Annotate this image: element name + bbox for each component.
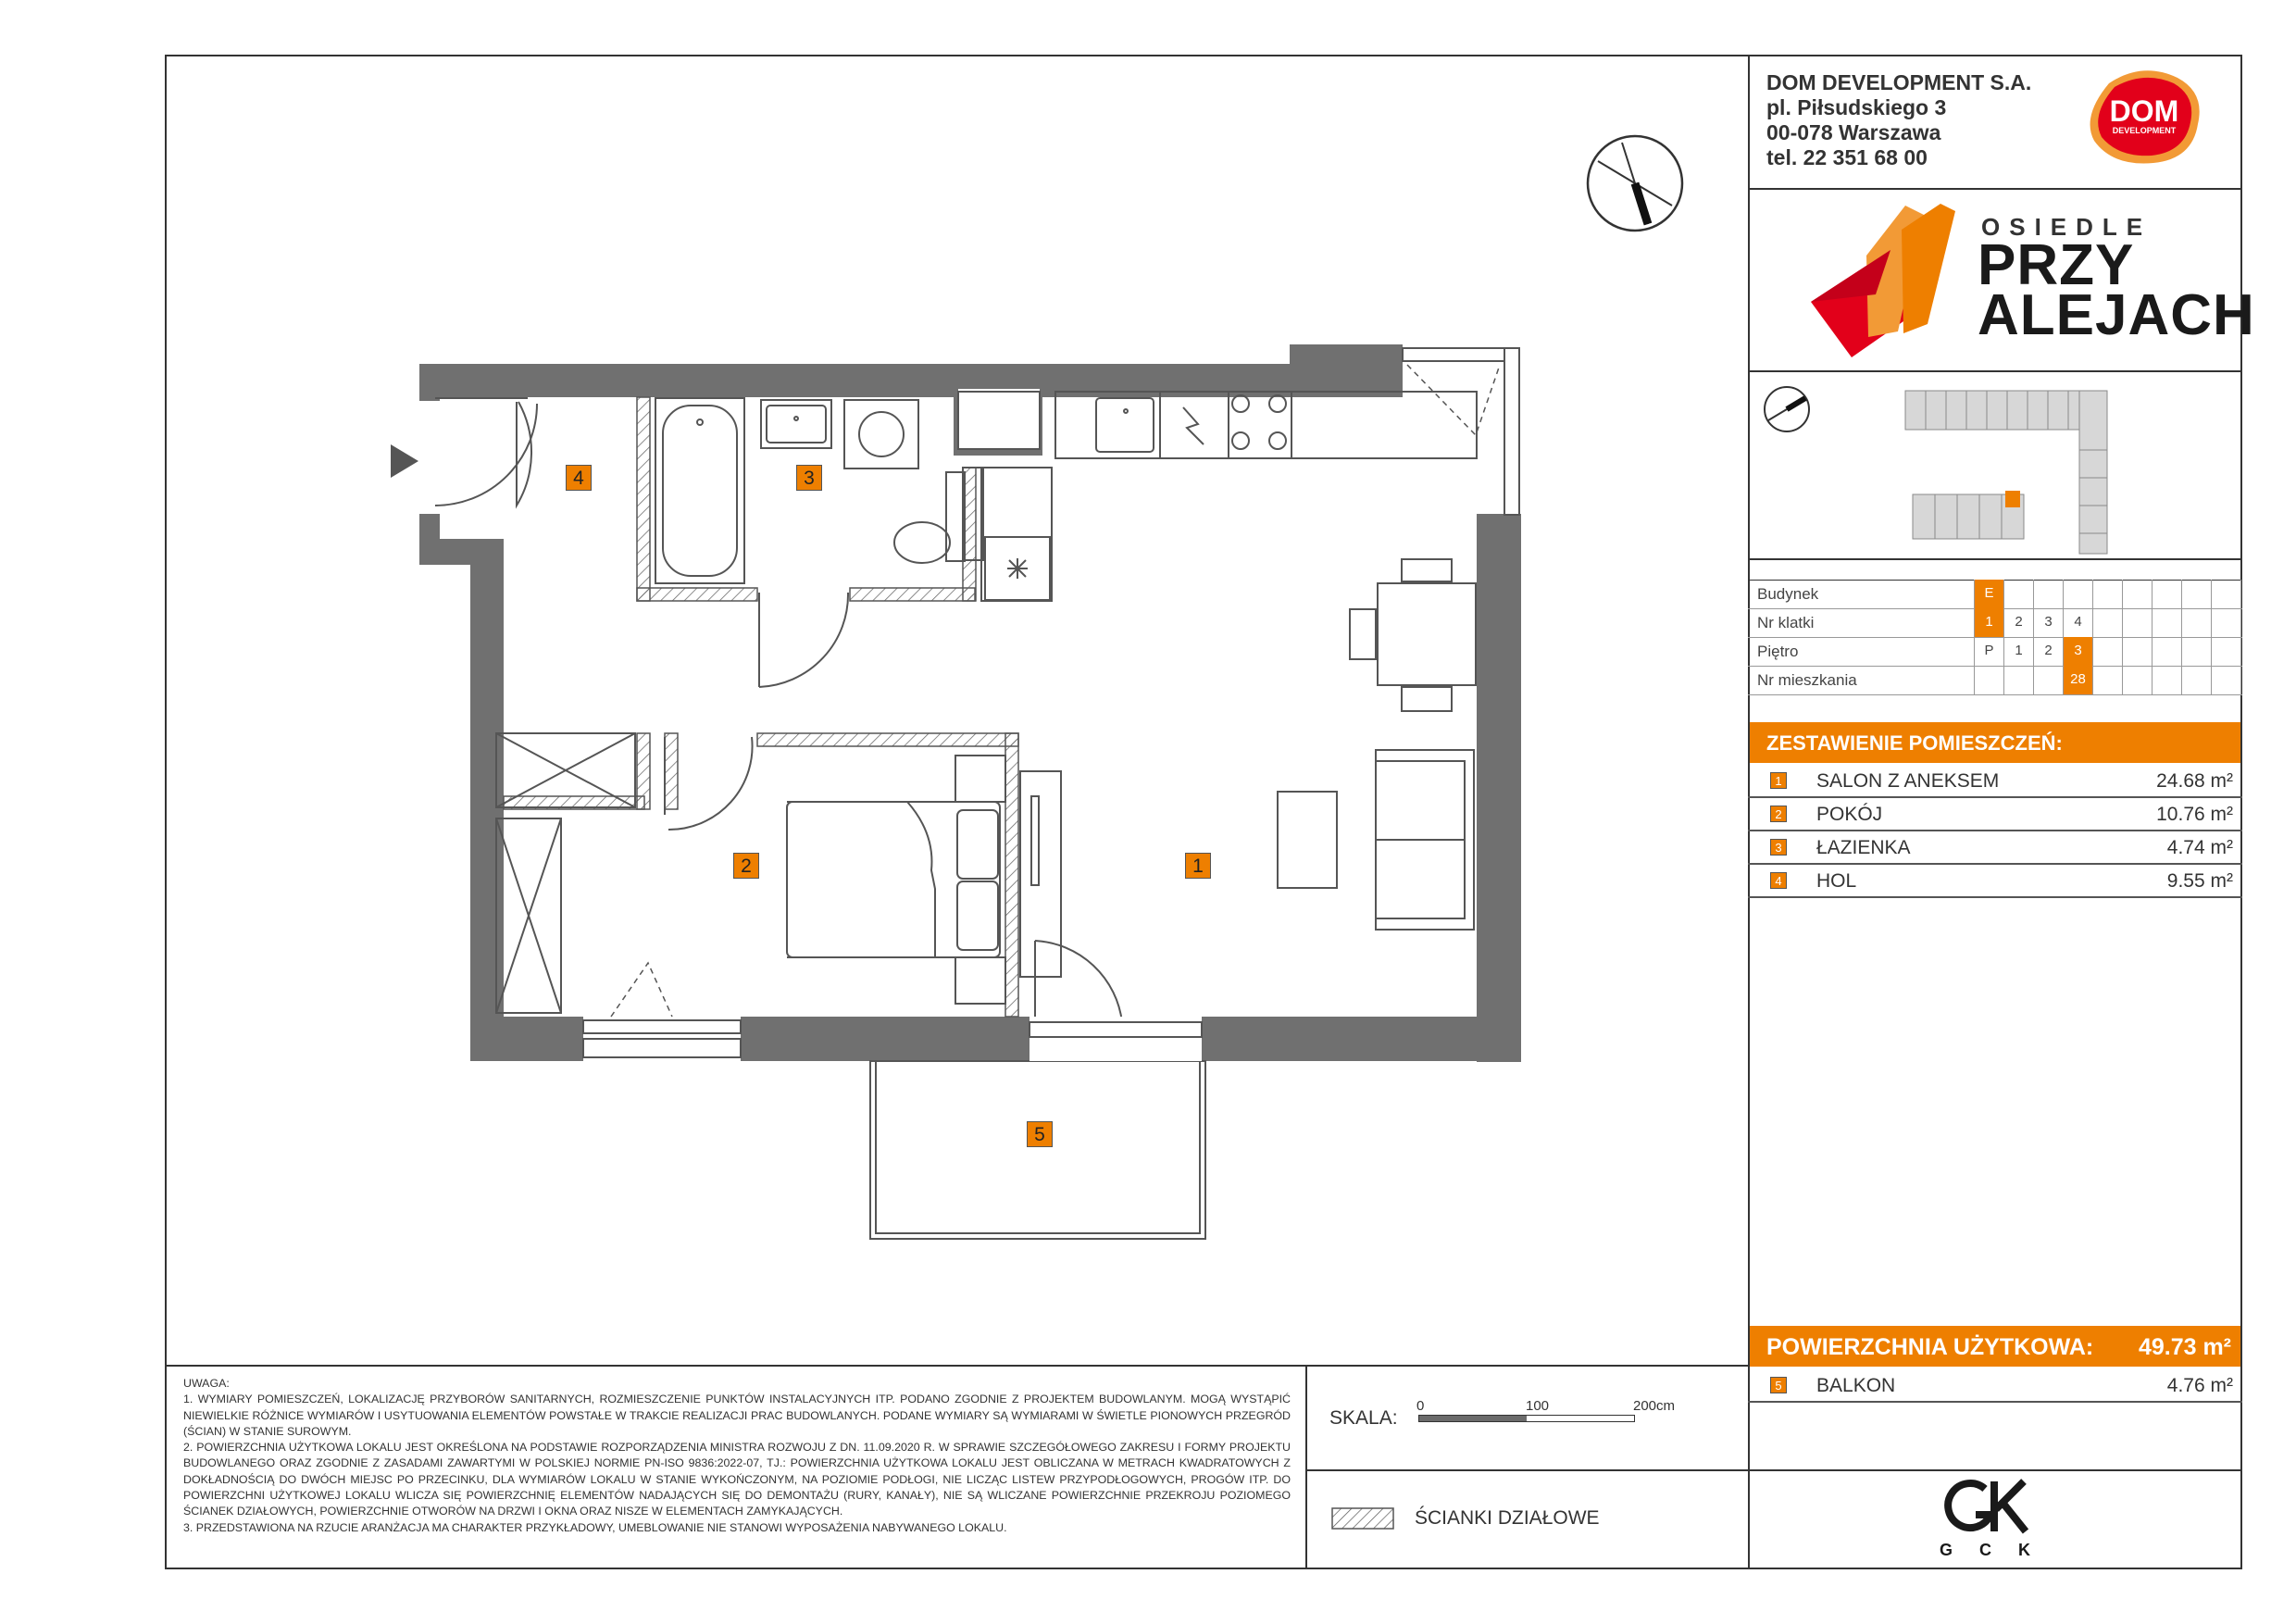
room-area: 9.55 m² <box>2166 870 2233 892</box>
room-number: 1 <box>1770 772 1787 789</box>
dom-logo-text: DOM <box>2109 94 2179 128</box>
grid-cell: 1 <box>1975 608 2004 637</box>
tb-line-1 <box>1748 188 2242 190</box>
grid-cell: 2 <box>2004 608 2034 637</box>
total-area-label: POWIERZCHNIA UŻYTKOWA: <box>1766 1334 2094 1360</box>
scale-label: SKALA: <box>1329 1407 1398 1429</box>
key-plan-map <box>1898 385 2120 557</box>
room-number: 3 <box>1770 839 1787 856</box>
grid-cell: 4 <box>2064 608 2093 637</box>
grid-cell: 3 <box>2034 608 2064 637</box>
balcony-name: BALKON <box>1816 1375 1896 1396</box>
scale-divider <box>1305 1365 1307 1569</box>
gck-letters: G C K <box>1939 1541 2041 1559</box>
room-area: 4.74 m² <box>2166 837 2233 858</box>
room-number: 2 <box>1770 806 1787 822</box>
grid-cell <box>2004 580 2034 608</box>
company-address-city: 00-078 Warszawa <box>1766 120 1941 144</box>
room-name: ŁAZIENKA <box>1816 837 1911 858</box>
room-name: POKÓJ <box>1816 804 1883 825</box>
grid-label-floor: Piętro <box>1757 643 1799 660</box>
tb-line-3 <box>1748 558 2242 560</box>
floor-plan <box>389 333 1537 1250</box>
plan-room-tag: 2 <box>733 853 759 879</box>
room-area: 10.76 m² <box>2156 804 2233 825</box>
grid-cell <box>2004 666 2034 694</box>
plan-room-tag: 3 <box>796 465 822 491</box>
balcony-number: 5 <box>1770 1377 1787 1393</box>
grid-cell: P <box>1975 637 2004 666</box>
grid-cell <box>2093 608 2123 637</box>
tb-line-2 <box>1748 370 2242 372</box>
tb-line-5 <box>1748 1469 2242 1471</box>
grid-cell <box>2064 580 2093 608</box>
grid-label-apartment: Nr mieszkania <box>1757 671 1857 689</box>
company-info <box>1766 70 2031 170</box>
grid-cell: 28 <box>2064 666 2093 694</box>
room-area: 24.68 m² <box>2156 770 2233 792</box>
notes-block <box>183 1376 1291 1536</box>
gck-logo <box>1935 1474 2046 1567</box>
room-row <box>1748 865 2242 898</box>
partition-legend-label: ŚCIANKI DZIAŁOWE <box>1415 1507 1600 1529</box>
grid-cell <box>2152 608 2182 637</box>
compass-small-icon <box>1763 385 1811 438</box>
project-name-line1: PRZY <box>1978 233 2135 297</box>
scale-tick-100: 100 <box>1526 1398 1550 1414</box>
grid-cell <box>2123 666 2152 694</box>
plan-room-tag: 5 <box>1027 1121 1053 1147</box>
rooms-header <box>1750 722 2240 763</box>
scale-tick-200: 200cm <box>1633 1398 1676 1414</box>
grid-label-building: Budynek <box>1757 585 1819 603</box>
company-name: DOM DEVELOPMENT S.A. <box>1766 70 2032 94</box>
grid-cell <box>2034 666 2064 694</box>
notes-title: UWAGA: <box>183 1377 230 1390</box>
total-area-value: 49.73 m² <box>2138 1334 2231 1360</box>
note-item: 1. WYMIARY POMIESZCZEŃ, LOKALIZACJĘ PRZYBORÓW SANITARNYCH, ROZMIESZCZENIE PUNKTÓW INSTALACYJNYCH ITP. PODANO ZGODNIE Z PROJEKTEM BUDOWLANYM. MOGĄ WYSTĄPIĆ NIEWIELKIE RÓŻNICE WYMIARÓW I USYTUOWANIA ELEMENTÓW POWSTAŁE W TRAKCIE REALIZACJI PRAC BUDOWLANYCH. PODANE WYMIARY SĄ WYMIARAMI W ŚWIETLE PIONOWYCH PRZEGRÓD (ŚCIAN) W STANIE SUROWYM. <box>183 1393 1291 1438</box>
rooms-header-text: ZESTAWIENIE POMIESZCZEŃ: <box>1766 731 2063 755</box>
north-compass-icon <box>1585 133 1685 238</box>
grid-cell <box>2152 666 2182 694</box>
grid-cell: 1 <box>2004 637 2034 666</box>
grid-cell <box>1975 666 2004 694</box>
partition-legend-swatch <box>1331 1507 1394 1534</box>
grid-cell <box>2123 637 2152 666</box>
total-area-bar <box>1750 1326 2240 1367</box>
grid-cell: 2 <box>2034 637 2064 666</box>
grid-cell <box>2152 580 2182 608</box>
balcony-area: 4.76 m² <box>2166 1375 2233 1396</box>
project-name-line2: ALEJACH <box>1978 283 2255 347</box>
project-logo-mark <box>1802 202 1968 361</box>
room-row <box>1748 765 2242 798</box>
grid-cell: E <box>1975 580 2004 608</box>
scale-legend-divider <box>1305 1469 1750 1471</box>
scale-bar <box>1418 1415 1635 1422</box>
note-item: 3. PRZEDSTAWIONA NA RZUCIE ARANŻACJA MA CHARAKTER PRZYKŁADOWY, UMEBLOWANIE NIE STANOWI WYPOSAŻENIA NABYWANEGO LOKALU. <box>183 1520 1007 1534</box>
grid-cell <box>2123 580 2152 608</box>
grid-cell <box>2093 580 2123 608</box>
company-phone: tel. 22 351 68 00 <box>1766 145 1928 169</box>
grid-cell <box>2182 580 2212 608</box>
room-number: 4 <box>1770 872 1787 889</box>
project-name-prefix: OSIEDLE <box>1981 213 2152 241</box>
grid-cell <box>2182 666 2212 694</box>
grid-cell <box>2212 666 2241 694</box>
grid-cell <box>2093 637 2123 666</box>
room-name: SALON Z ANEKSEM <box>1816 770 2000 792</box>
dom-development-logo <box>2081 67 2205 169</box>
grid-cell <box>2034 580 2064 608</box>
company-address-street: pl. Piłsudskiego 3 <box>1766 95 1947 119</box>
grid-cell <box>2152 637 2182 666</box>
grid-cell <box>2212 580 2241 608</box>
plan-room-tag: 1 <box>1185 853 1211 879</box>
grid-cells <box>1974 580 2243 694</box>
note-item: 2. POWIERZCHNIA UŻYTKOWA LOKALU JEST OKREŚLONA NA PODSTAWIE ROZPORZĄDZENIA MINISTRA ROZWOJU Z DN. 11.09.2020 R. W SPRAWIE SZCZEGÓŁOWEGO ZAKRESU I FORMY PROJEKTU BUDOWLANEGO ORAZ ZGODNIE Z ZASADAMI ZAWARTYMI W POLSKIEJ NORMIE PN-ISO 9836:2022-07, TJ.: POWIERZCHNIA UŻYTKOWA LOKALU JEST OBLICZANA W METRACH KWADRATOWYCH Z DOKŁADNOŚCIĄ DO DWÓCH MIEJSC PO PRZECINKU, DLA WYMIARÓW LOKALU W STANIE WYKOŃCZONYM, NA POZIOMIE PODŁOGI, NIE LICZĄC LISTEW PRZYPODŁOGOWYCH, PROGÓW ITP. DO POWIERZCHNI UŻYTKOWEJ LOKALU WLICZA SIĘ POWIERZCHNIĘ ELEMENTÓW NADAJĄCYCH SIĘ DO DEMONTAŻU (RURY, KANAŁY), NIE SĄ WLICZANE POWIERZCHNIE PRZEKROJU POZIOMEGO ŚCIANEK DZIAŁOWYCH, POWIERZCHNIE OTWORÓW NA DRZWI I OKNA ORAZ NISZE W ELEMENTACH ZAMYKAJĄCYCH. <box>183 1441 1291 1518</box>
grid-cell <box>2182 637 2212 666</box>
room-name: HOL <box>1816 870 1857 892</box>
grid-cell: 3 <box>2064 637 2093 666</box>
room-row <box>1748 798 2242 831</box>
grid-cell <box>2212 637 2241 666</box>
notes-divider <box>165 1365 1750 1367</box>
grid-cell <box>2123 608 2152 637</box>
grid-cell <box>2093 666 2123 694</box>
grid-cell <box>2182 608 2212 637</box>
grid-label-staircase: Nr klatki <box>1757 614 1815 631</box>
dom-logo-subtext: DEVELOPMENT <box>2112 126 2177 135</box>
balcony-row <box>1748 1369 2242 1403</box>
scale-tick-0: 0 <box>1416 1398 1425 1414</box>
room-row <box>1748 831 2242 865</box>
plan-room-tag: 4 <box>566 465 592 491</box>
grid-cell <box>2212 608 2241 637</box>
